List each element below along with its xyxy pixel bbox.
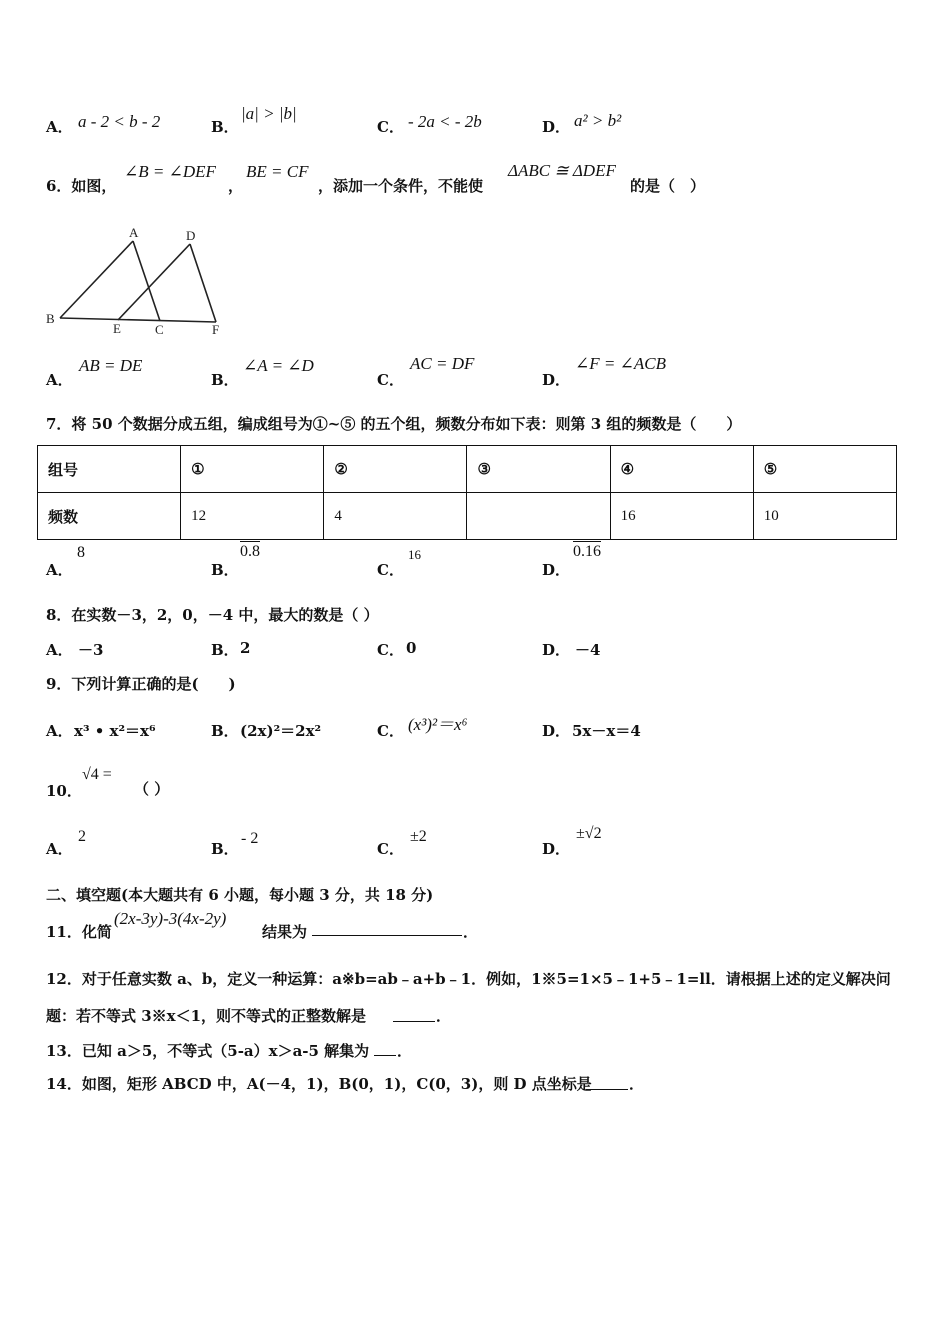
- q13-text: 13．已知 a＞5，不等式（5-a）x＞a-5 解集为: [46, 1042, 370, 1060]
- q7-option-d-label: D．: [542, 561, 571, 579]
- table-cell: 组号: [38, 446, 181, 493]
- q6-option-d-math: ∠F = ∠ACB: [575, 354, 666, 373]
- q7-option-d-value: 0.16: [573, 543, 601, 560]
- q6-stem-prefix: 6．如图，: [46, 177, 117, 195]
- q6-condition-angle: ∠B = ∠DEF: [124, 162, 216, 181]
- q7-option-c-value: 16: [408, 547, 421, 562]
- q7-option-b-label: B．: [211, 561, 239, 579]
- table-cell: 10: [753, 493, 896, 540]
- q5-option-b-math: |a| > |b|: [241, 104, 297, 123]
- q5-option-d-label: D．: [542, 118, 571, 136]
- segment-ed: [118, 244, 190, 320]
- point-d-label: D: [186, 228, 196, 243]
- q6-stem-middle: ，添加一个条件，不能使: [318, 177, 484, 195]
- q10-paren: （ ）: [134, 780, 170, 798]
- q6-stem-suffix: 的是（ ）: [630, 177, 706, 195]
- q8-option-c-value: 0: [406, 639, 417, 657]
- q7-stem: 7．将 50 个数据分成五组，编成组号为①~⑤ 的五个组，频数分布如下表：则第 3 组的频数是（ ）: [46, 415, 742, 433]
- q11-prefix: 11．化简: [46, 923, 112, 941]
- q6-option-c-label: C．: [377, 371, 404, 389]
- q8-option-a-label: A．: [46, 641, 73, 659]
- segment-ba: [60, 241, 133, 318]
- q5-option-b-label: B．: [211, 118, 239, 136]
- point-a-label: A: [129, 225, 139, 240]
- point-c-label: C: [155, 322, 164, 337]
- q14-end: ．: [629, 1075, 645, 1093]
- q6-option-d-label: D．: [542, 371, 571, 389]
- q7-option-c-label: C．: [377, 561, 404, 579]
- q7-option-b-value: 0.8: [240, 543, 260, 560]
- point-e-label: E: [113, 321, 121, 336]
- q11-end: ．: [463, 923, 479, 941]
- q10-option-d-value: ±√2: [576, 825, 602, 842]
- q14-answer-blank[interactable]: [586, 1088, 628, 1090]
- q14-text: 14．如图，矩形 ABCD 中，A(－4，1)，B(0，1)，C(0，3)，则 D 点坐标是: [46, 1075, 592, 1093]
- section-2-title: 二、填空题(本大题共有 6 小题，每小题 3 分，共 18 分): [46, 886, 434, 904]
- q5-option-a-label: A．: [46, 118, 73, 136]
- q9-option-b-label: B．: [211, 722, 239, 740]
- table-cell: 频数: [38, 493, 181, 540]
- q12-line-1: 12．对于任意实数 a、b，定义一种运算：a※b=ab﹣a+b﹣1．例如，1※5=1×5﹣1+5﹣1=ll．请根据上述的定义解决问: [46, 970, 891, 988]
- q6-comma: ，: [228, 177, 244, 195]
- q10-option-d-label: D．: [542, 840, 571, 858]
- q8-option-c-label: C．: [377, 641, 404, 659]
- q9-stem: 9．下列计算正确的是( ): [46, 675, 236, 693]
- q13-end: ．: [397, 1042, 413, 1060]
- q12-line-2: 题：若不等式 3※x＜1，则不等式的正整数解是: [46, 1007, 367, 1025]
- q10-option-b-value: - 2: [241, 830, 259, 847]
- q12-answer-blank[interactable]: [393, 1020, 435, 1022]
- q9-option-d-value: 5x－x＝4: [572, 722, 641, 740]
- q6-option-b-math: ∠A = ∠D: [243, 356, 314, 375]
- frequency-table: [37, 445, 897, 540]
- q10-option-a-label: A．: [46, 840, 73, 858]
- q11-answer-blank[interactable]: [312, 934, 462, 936]
- q10-option-c-label: C．: [377, 840, 404, 858]
- q10-option-c-value: ±2: [410, 828, 427, 845]
- q12-end: ．: [436, 1007, 452, 1025]
- q5-option-a-math: a - 2 < b - 2: [78, 112, 161, 131]
- q5-option-c-math: - 2a < - 2b: [408, 112, 482, 131]
- table-cell: ②: [324, 446, 467, 493]
- q6-option-a-label: A．: [46, 371, 73, 389]
- q9-option-a-label: A．: [46, 722, 73, 740]
- q5-option-d-math: a² > b²: [574, 111, 622, 130]
- q9-option-c-label: C．: [377, 722, 404, 740]
- q6-option-a-math: AB = DE: [79, 356, 143, 375]
- q8-option-d-value: －4: [575, 641, 601, 659]
- q10-option-a-value: 2: [78, 828, 86, 845]
- table-cell: ③: [467, 446, 610, 493]
- q10-expression: √4 =: [82, 766, 112, 783]
- q9-option-d-label: D．: [542, 722, 571, 740]
- q11-expression: (2x-3y)-3(4x-2y): [114, 909, 227, 928]
- segment-df: [190, 244, 216, 322]
- q6-option-c-math: AC = DF: [410, 354, 475, 373]
- q13-answer-blank[interactable]: [374, 1054, 396, 1056]
- q8-stem: 8．在实数－3，2，0，－4 中，最大的数是（ ）: [46, 606, 379, 624]
- q7-option-a-value: 8: [77, 544, 85, 561]
- q9-option-b-value: (2x)²＝2x²: [240, 722, 322, 740]
- table-row: [38, 446, 897, 493]
- table-cell: 16: [610, 493, 753, 540]
- q8-option-d-label: D．: [542, 641, 571, 659]
- point-f-label: F: [212, 322, 220, 337]
- q11-suffix: 结果为: [262, 923, 308, 941]
- q8-option-b-label: B．: [211, 641, 239, 659]
- table-cell: ①: [181, 446, 324, 493]
- q8-option-b-value: 2: [240, 639, 251, 657]
- q9-option-c-value: (x³)²＝x⁶: [408, 715, 468, 734]
- q5-option-c-label: C．: [377, 118, 404, 136]
- table-cell: 12: [181, 493, 324, 540]
- q7-option-a-label: A．: [46, 561, 73, 579]
- segment-bf: [60, 318, 216, 322]
- point-b-label: B: [46, 311, 55, 326]
- table-cell: [467, 493, 610, 540]
- q6-congruence: ΔABC ≅ ΔDEF: [508, 161, 616, 180]
- q6-triangle-figure: [40, 222, 240, 340]
- table-cell: ④: [610, 446, 753, 493]
- table-cell: 4: [324, 493, 467, 540]
- q9-option-a-value: x³ • x²＝x⁶: [74, 722, 156, 740]
- table-cell: ⑤: [753, 446, 896, 493]
- q10-option-b-label: B．: [211, 840, 239, 858]
- q6-condition-segment: BE = CF: [246, 162, 309, 181]
- q8-option-a-value: －3: [78, 641, 104, 659]
- q6-option-b-label: B．: [211, 371, 239, 389]
- table-row: [38, 493, 897, 540]
- q10-number: 10．: [46, 782, 82, 800]
